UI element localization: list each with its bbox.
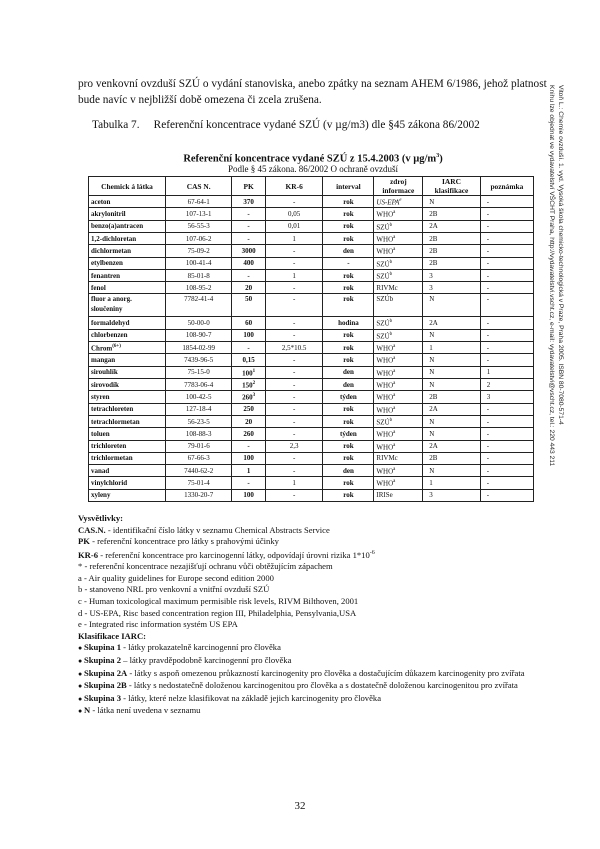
cell-note: - [480,329,533,341]
table-row [89,245,534,257]
cell-name: akrylonitril [89,208,166,220]
cell-interval: rok [323,329,374,341]
cell-iarc: 2B [423,391,481,403]
table-row [89,489,534,501]
cell-cas: 100-41-4 [166,257,232,269]
cell-interval: rok [323,354,374,366]
cell-name: chlorbenzen [89,329,166,341]
cell-interval: - [323,257,374,269]
cell-source: RIVMc [374,282,423,294]
cell-kr6: - [265,403,323,415]
cell-kr6: - [265,294,323,317]
cell-interval: rok [323,440,374,452]
cell-name: Chrom$^{(6+)}$ [89,341,166,353]
bullet-icon: ● [78,669,84,678]
cell-cas: 1330-20-7 [166,489,232,501]
notes-section [78,513,558,718]
cell-kr6: 0,01 [265,220,323,232]
cell-interval: rok [323,489,374,501]
cell-cas: 50-00-0 [166,317,232,329]
cell-kr6: 1 [265,232,323,244]
cell-cas: 107-06-2 [166,232,232,244]
table-row [89,452,534,464]
cell-cas: 75-01-4 [166,477,232,489]
cell-source: WHO$^a$ [374,232,423,244]
iarc-item: ● Skupina 1 - látky prokazatelně karcinogenní pro člověka [78,642,281,653]
table-subtitle: Podle § 45 zákona. 86/2002 O ochraně ovzduší [228,164,398,174]
cell-pk: 3000 [232,245,266,257]
note-a: a - Air quality guidelines for Europe second edition 2000 [78,572,274,583]
cell-note: - [480,428,533,440]
bullet-icon: ● [78,707,84,716]
cell-source: WHO$^a$ [374,354,423,366]
header-cas: CAS N. [166,177,232,196]
cell-cas: 56-55-3 [166,220,232,232]
iarc-item: ● N - látka není uvedena v seznamu [78,705,201,716]
page-number: 32 [294,800,306,812]
cell-kr6: - [265,196,323,208]
cell-source: SZÚ$^b$ [374,415,423,427]
cell-note: - [480,403,533,415]
cell-note: 3 [480,391,533,403]
cell-pk: 1 [232,464,266,476]
cell-interval: rok [323,196,374,208]
cell-interval: rok [323,269,374,281]
cell-name: toluen [89,428,166,440]
cell-interval: týden [323,391,374,403]
cell-name: trichloreten [89,440,166,452]
cell-source: SZÚb [374,294,423,317]
cell-note: - [480,477,533,489]
table-row [89,220,534,232]
cell-interval: den [323,245,374,257]
cell-source: WHO$^a$ [374,391,423,403]
cell-cas: 108-90-7 [166,329,232,341]
cell-iarc: 2A [423,403,481,415]
cell-pk: 20 [232,415,266,427]
cell-note: - [480,196,533,208]
cell-name: fluor a anorg. sloučeniny [89,294,166,317]
cell-iarc: 2B [423,232,481,244]
cell-pk: - [232,440,266,452]
cell-note: - [480,282,533,294]
cell-pk: - [232,220,266,232]
header-interval: interval [323,177,374,196]
sidebar-line-1: Vitoň L.: Chemie ovzduší. 1. vyd. Vysoká škola chemicko-technologická v Praze, Praha 2005. ISBN 80-7080-571-4 [557,85,564,425]
cell-note: 2 [480,378,533,390]
cell-iarc: 1 [423,477,481,489]
cell-cas: 67-66-3 [166,452,232,464]
cell-interval: rok [323,341,374,353]
cell-source: WHO$^a$ [374,428,423,440]
cell-name: trichlormetan [89,452,166,464]
cell-pk: 100 [232,329,266,341]
cell-source: WHO$^a$ [374,440,423,452]
reference-concentration-table [88,176,534,502]
cell-source: WHO$^a$ [374,245,423,257]
cell-source: WHO$^a$ [374,477,423,489]
cell-kr6: - [265,366,323,378]
cell-note: - [480,452,533,464]
table-row [89,232,534,244]
cell-name: fenol [89,282,166,294]
cell-name: xyleny [89,489,166,501]
table-row [89,391,534,403]
cell-name: fenantren [89,269,166,281]
caption-text: Referenční koncentrace vydané SZÚ (v µg/m3) dle §45 zákona 86/2002 [153,119,480,131]
cell-cas: 1854-02-99 [166,341,232,353]
cell-interval: rok [323,452,374,464]
cell-note: - [480,220,533,232]
cell-iarc: 3 [423,282,481,294]
table-caption [78,117,548,133]
cell-pk: 100 [232,489,266,501]
bullet-icon: ● [78,644,84,653]
cell-name: tetrachloreten [89,403,166,415]
cell-source: RIVMc [374,452,423,464]
cell-cas: 67-64-1 [166,196,232,208]
cell-pk: - [232,232,266,244]
notes-heading: Vysvětlivky: [78,513,124,523]
cell-note: - [480,317,533,329]
cell-cas: 56-23-5 [166,415,232,427]
header-iarc: IARC klasifikace [423,177,481,196]
note-kr6: KR-6 - referenční koncentrace pro karcinogenní látky, odpovídají úrovni rizika $1*10^{-6}$ [78,549,375,560]
cell-iarc: 2B [423,257,481,269]
cell-pk: 100 [232,452,266,464]
cell-interval: rok [323,294,374,317]
cell-iarc: 2A [423,440,481,452]
table-row [89,282,534,294]
table-row [89,366,534,378]
bullet-icon: ● [78,682,84,691]
cell-note: - [480,415,533,427]
cell-note: - [480,232,533,244]
cell-iarc: 3 [423,489,481,501]
cell-source: WHO$^a$ [374,403,423,415]
note-pk: PK - referenční koncentrace pro látky s prahovými účinky [78,536,279,547]
cell-source: SZÚ$^b$ [374,269,423,281]
table-row [89,257,534,269]
cell-kr6: 1 [265,477,323,489]
table-row [89,354,534,366]
cell-kr6: - [265,464,323,476]
cell-pk: - [232,477,266,489]
cell-source: WHO$^a$ [374,208,423,220]
cell-kr6: 2,3 [265,440,323,452]
intro-paragraph: pro venkovní ovzduší SZÚ o vydání stanoviska, anebo zpátky na seznam AHEM 6/1986, jehož platnost bude navíc v nejbližší době omezena či zcela zrušena. [78,78,547,106]
cell-name: styren [89,391,166,403]
bullet-icon: ● [78,694,84,703]
cell-kr6: - [265,257,323,269]
cell-source: SZÚ$^b$ [374,329,423,341]
cell-interval: den [323,464,374,476]
header-note: poznámka [480,177,533,196]
cell-name: formaldehyd [89,317,166,329]
cell-pk: 50 [232,294,266,317]
cell-iarc: N [423,366,481,378]
table-row [89,294,534,317]
table-row [89,464,534,476]
cell-name: sirovodík [89,378,166,390]
cell-pk: 60 [232,317,266,329]
table-row [89,403,534,415]
cell-pk: $150^2$ [232,378,266,390]
cell-interval: rok [323,415,374,427]
cell-cas: 7783-06-4 [166,378,232,390]
cell-kr6: - [265,245,323,257]
cell-name: aceton [89,196,166,208]
cell-pk: 250 [232,403,266,415]
table-header-row [89,177,534,196]
cell-pk: - [232,341,266,353]
cell-kr6: 0,05 [265,208,323,220]
cell-iarc: N [423,329,481,341]
cell-pk: 260 [232,428,266,440]
note-cas: CAS.N. - identifikační číslo látky v seznamu Chemical Abstracts Service [78,524,330,535]
cell-kr6: 1 [265,269,323,281]
header-pk: PK [232,177,266,196]
cell-pk: 0,15 [232,354,266,366]
cell-note: - [480,257,533,269]
cell-interval: rok [323,282,374,294]
table-title: Referenční koncentrace vydané SZÚ z 15.4.2003 (v $\mu g/m^3$) [183,153,443,165]
cell-note: - [480,440,533,452]
cell-cas: 108-95-2 [166,282,232,294]
cell-pk: - [232,208,266,220]
header-name: Chemick á látka [89,177,166,196]
table-row [89,329,534,341]
cell-note: - [480,294,533,317]
table-row [89,317,534,329]
note-c: c - Human toxicological maximum permisible risk levels, RIVM Bilthoven, 2001 [78,596,359,607]
table-row [89,196,534,208]
cell-cas: 85-01-8 [166,269,232,281]
iarc-item: ● Skupina 2B - látky s nedostatečně doloženou karcinogenitou pro člověka a s dostatečně doloženou karcinogenitou pro zvířata [78,680,518,691]
cell-iarc: N [423,464,481,476]
table-row [89,341,534,353]
cell-note: - [480,354,533,366]
cell-cas: 7782-41-4 [166,294,232,317]
cell-note: - [480,464,533,476]
cell-iarc: 3 [423,269,481,281]
cell-iarc: N [423,294,481,317]
note-e: e - Integrated risc information systém US EPA [78,619,238,630]
cell-source: WHO$^a$ [374,378,423,390]
cell-kr6: - [265,282,323,294]
iarc-item: ● Skupina 3 - látky, které nelze klasifikovat na základě jejich karcinogenity pro člověka [78,692,382,703]
cell-source: IRISe [374,489,423,501]
cell-iarc: N [423,378,481,390]
iarc-item: ● Skupina 2A - látky s aspoň omezenou průkazností karcinogenity pro člověka a dostačujícím důkazem karcinogenity pro zvířata [78,667,525,678]
cell-pk: 20 [232,282,266,294]
cell-iarc: N [423,196,481,208]
cell-kr6: - [265,391,323,403]
cell-interval: den [323,366,374,378]
cell-pk: 370 [232,196,266,208]
cell-name: vanad [89,464,166,476]
cell-source: SZÚ$^b$ [374,257,423,269]
cell-note: - [480,208,533,220]
cell-note: - [480,341,533,353]
cell-interval: rok [323,403,374,415]
note-d: d - US-EPA, Risc based concentration region III, Philadelphia, Pensylvania,USA [78,607,357,618]
cell-name: mangan [89,354,166,366]
cell-iarc: 1 [423,341,481,353]
iarc-heading: Klasifikace IARC: [78,630,147,641]
cell-name: etylbenzen [89,257,166,269]
cell-cas: 108-88-3 [166,428,232,440]
note-star: * - referenční koncentrace nezajišťují ochranu vůči obtěžujícím zápachem [78,561,333,572]
cell-name: benzo(a)antracen [89,220,166,232]
cell-pk: $260^3$ [232,391,266,403]
cell-cas: 127-18-4 [166,403,232,415]
cell-interval: rok [323,220,374,232]
cell-iarc: 2A [423,317,481,329]
table-row [89,208,534,220]
cell-kr6: - [265,354,323,366]
cell-kr6: - [265,452,323,464]
cell-cas: 79-01-6 [166,440,232,452]
cell-iarc: N [423,354,481,366]
cell-name: tetrachlormetan [89,415,166,427]
cell-interval: rok [323,208,374,220]
cell-interval: rok [323,232,374,244]
cell-interval: hodina [323,317,374,329]
cell-note: - [480,489,533,501]
cell-name: dichlormetan [89,245,166,257]
cell-source: WHO$^a$ [374,366,423,378]
header-kr6: KR-6 [265,177,323,196]
cell-iarc: 2B [423,452,481,464]
note-b: b - stanoveno NRL pro venkovní a vnitřní ovzduší SZÚ [78,584,270,595]
cell-cas: 75-09-2 [166,245,232,257]
cell-note: 1 [480,366,533,378]
cell-source: WHO$^a$ [374,341,423,353]
cell-cas: 75-15-0 [166,366,232,378]
cell-kr6: 2,5*10.5 [265,341,323,353]
cell-cas: 7439-96-5 [166,354,232,366]
cell-source: SZÚ$^b$ [374,220,423,232]
cell-name: sirouhlík [89,366,166,378]
caption-label: Tabulka 7. [92,119,140,131]
cell-note: - [480,245,533,257]
cell-pk: 400 [232,257,266,269]
cell-source: US-EPA$^e$ [374,196,423,208]
cell-kr6: - [265,489,323,501]
cell-iarc: N [423,415,481,427]
table-row [89,428,534,440]
table-row [89,378,534,390]
cell-interval: týden [323,428,374,440]
bullet-icon: ● [78,656,84,665]
sidebar-line-2: Knihu lze objednat ve vydavatelství VŠCHT Praha, http://vydavatelstvi.vscht.cz, e-mail: vydavatelstvi@vscht.cz, tel.: 220 443 211 [548,85,555,467]
copyright-sidebar [535,85,565,605]
table-row [89,477,534,489]
cell-cas: 7440-62-2 [166,464,232,476]
cell-cas: 107-13-1 [166,208,232,220]
cell-source: SZÚ$^b$ [374,317,423,329]
cell-name: 1,2-dichloretan [89,232,166,244]
cell-kr6: - [265,317,323,329]
cell-iarc: 2B [423,208,481,220]
table-row [89,269,534,281]
cell-kr6: - [265,415,323,427]
cell-source: WHO$^a$ [374,464,423,476]
header-source: zdroj informace [374,177,423,196]
cell-cas: 100-42-5 [166,391,232,403]
cell-pk: $100^1$ [232,366,266,378]
cell-iarc: N [423,428,481,440]
cell-note: - [480,269,533,281]
table-row [89,415,534,427]
cell-name: vinylchlorid [89,477,166,489]
iarc-item: ● Skupina 2 – látky pravděpodobně karcinogenní pro člověka [78,654,292,665]
cell-pk: - [232,269,266,281]
iarc-list [78,642,558,718]
cell-kr6: - [265,329,323,341]
cell-interval: rok [323,477,374,489]
cell-interval: den [323,378,374,390]
cell-iarc: 2B [423,245,481,257]
table-row [89,440,534,452]
table-body [89,196,534,502]
cell-kr6: - [265,378,323,390]
cell-kr6: - [265,428,323,440]
cell-iarc: 2A [423,220,481,232]
